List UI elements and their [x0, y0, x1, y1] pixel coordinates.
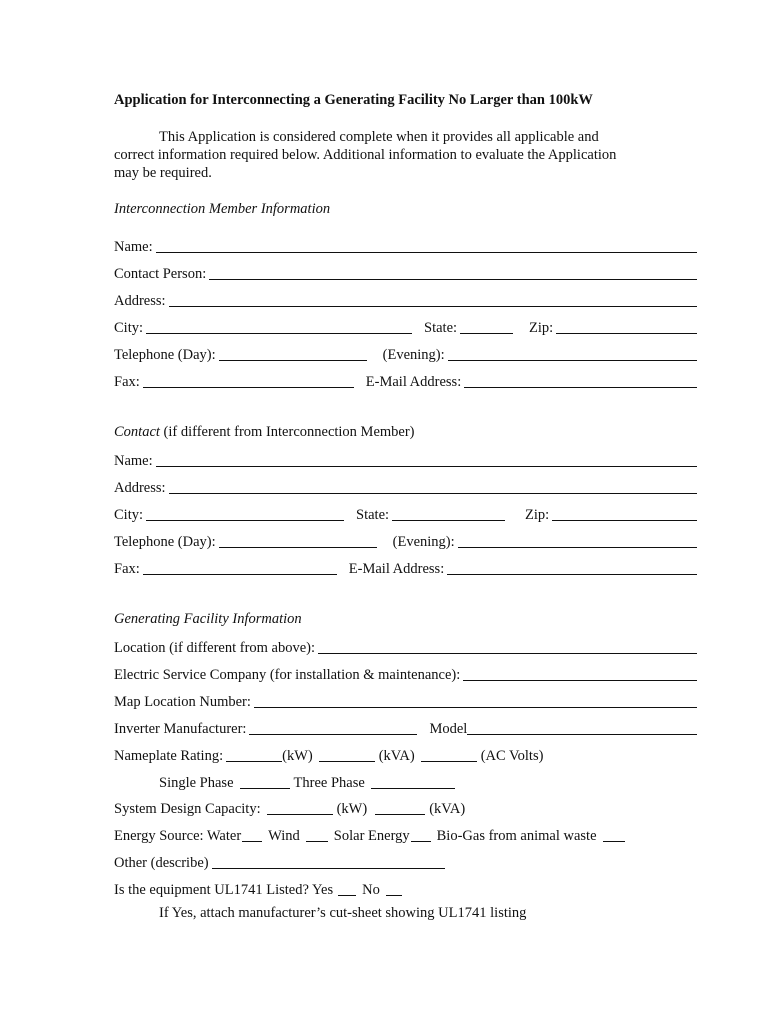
facility-section-heading: Generating Facility Information [114, 611, 302, 627]
facility-biogas-field[interactable] [603, 827, 625, 842]
facility-system-design-label: System Design Capacity: [114, 801, 261, 817]
facility-other-field[interactable] [212, 854, 445, 869]
member-address-row [114, 290, 697, 310]
facility-electric-service-field[interactable] [463, 666, 697, 681]
intro-paragraph [114, 128, 674, 182]
facility-energy-source-label: Energy Source: Water [114, 828, 242, 844]
intro-line-2: correct information required below. Additional information to evaluate the Application [114, 147, 617, 163]
facility-nameplate-kva-field[interactable] [319, 747, 375, 762]
facility-map-location-field[interactable] [254, 693, 697, 708]
contact-name-row [114, 450, 697, 470]
contact-heading-note: (if different from Interconnection Member) [159, 424, 415, 440]
facility-location-row [114, 637, 697, 657]
facility-model-field[interactable] [467, 720, 697, 735]
member-state-label: State: [424, 320, 458, 336]
facility-map-location-label: Map Location Number: [114, 694, 251, 710]
facility-nameplate-kva-unit: (kVA) [378, 748, 415, 764]
facility-three-phase-label: Three Phase [293, 775, 365, 791]
facility-model-label: Model [429, 721, 468, 737]
member-state-field[interactable] [460, 319, 513, 334]
facility-ul-row [114, 879, 402, 899]
contact-state-field[interactable] [392, 506, 505, 521]
facility-phase-row [159, 772, 455, 792]
contact-email-field[interactable] [447, 560, 697, 575]
contact-zip-field[interactable] [552, 506, 697, 521]
facility-wind-field[interactable] [306, 827, 328, 842]
contact-name-label: Name: [114, 453, 153, 469]
facility-ul-no-label: No [362, 882, 380, 898]
facility-location-label: Location (if different from above): [114, 640, 316, 656]
facility-single-phase-field[interactable] [240, 774, 290, 789]
contact-telephone-day-label: Telephone (Day): [114, 534, 216, 550]
member-name-field[interactable] [156, 238, 697, 253]
member-city-label: City: [114, 320, 144, 336]
member-city-row [114, 317, 697, 337]
facility-system-design-row [114, 798, 465, 818]
contact-fax-field[interactable] [143, 560, 337, 575]
facility-system-design-kva-field[interactable] [375, 800, 425, 815]
contact-city-label: City: [114, 507, 144, 523]
member-zip-label: Zip: [529, 320, 554, 336]
contact-zip-label: Zip: [525, 507, 550, 523]
contact-fax-label: Fax: [114, 561, 140, 577]
facility-map-location-row [114, 691, 697, 711]
facility-electric-service-row [114, 664, 697, 684]
contact-email-label: E-Mail Address: [348, 561, 445, 577]
member-fax-row [114, 371, 697, 391]
facility-inverter-row [114, 718, 697, 738]
intro-line-1: This Application is considered complete when it provides all applicable and [159, 129, 599, 145]
contact-address-field[interactable] [169, 479, 697, 494]
facility-location-field[interactable] [318, 639, 697, 654]
contact-telephone-row [114, 531, 697, 551]
member-email-label: E-Mail Address: [365, 374, 462, 390]
page-title: Application for Interconnecting a Generating Facility No Larger than 100kW [114, 92, 593, 108]
member-contact-person-row [114, 263, 697, 283]
facility-wind-label: Wind [268, 828, 300, 844]
member-telephone-day-label: Telephone (Day): [114, 347, 216, 363]
facility-ul-question: Is the equipment UL1741 Listed? Yes [114, 882, 334, 898]
member-fax-field[interactable] [143, 373, 354, 388]
facility-ul-note: If Yes, attach manufacturer’s cut-sheet showing UL1741 listing [159, 905, 527, 921]
member-name-row [114, 236, 697, 256]
facility-solar-field[interactable] [411, 827, 431, 842]
contact-name-field[interactable] [156, 452, 697, 467]
contact-state-label: State: [356, 507, 390, 523]
member-zip-field[interactable] [556, 319, 697, 334]
member-contact-person-label: Contact Person: [114, 266, 207, 282]
facility-other-row [114, 852, 445, 872]
facility-single-phase-label: Single Phase [159, 775, 234, 791]
member-telephone-row [114, 344, 697, 364]
facility-nameplate-label: Nameplate Rating: [114, 748, 224, 764]
facility-nameplate-row [114, 745, 543, 765]
member-city-field[interactable] [146, 319, 412, 334]
facility-ul-no-field[interactable] [386, 881, 402, 896]
facility-solar-label: Solar Energy [333, 828, 410, 844]
facility-inverter-manufacturer-label: Inverter Manufacturer: [114, 721, 247, 737]
contact-heading-italic: Contact [114, 424, 160, 440]
facility-energy-source-row [114, 825, 625, 845]
contact-city-field[interactable] [146, 506, 344, 521]
facility-system-design-kw-field[interactable] [267, 800, 333, 815]
contact-address-label: Address: [114, 480, 166, 496]
member-telephone-day-field[interactable] [219, 346, 367, 361]
member-evening-field[interactable] [448, 346, 697, 361]
contact-telephone-day-field[interactable] [219, 533, 377, 548]
facility-other-label: Other (describe) [114, 855, 209, 871]
contact-address-row [114, 477, 697, 497]
facility-nameplate-volts-unit: (AC Volts) [480, 748, 544, 764]
facility-ul-yes-field[interactable] [338, 881, 356, 896]
member-email-field[interactable] [464, 373, 697, 388]
member-fax-label: Fax: [114, 374, 140, 390]
contact-evening-field[interactable] [458, 533, 697, 548]
member-contact-person-field[interactable] [209, 265, 697, 280]
facility-electric-service-label: Electric Service Company (for installation & maintenance): [114, 667, 461, 683]
member-section-heading: Interconnection Member Information [114, 201, 331, 217]
contact-city-row [114, 504, 697, 524]
facility-inverter-manufacturer-field[interactable] [249, 720, 417, 735]
member-evening-label: (Evening): [382, 347, 445, 363]
facility-water-field[interactable] [242, 827, 262, 842]
facility-nameplate-kw-unit: (kW) [282, 748, 313, 764]
facility-system-design-kw-unit: (kW) [336, 801, 368, 817]
facility-system-design-kva-unit: (kVA) [429, 801, 466, 817]
contact-section-heading [114, 424, 415, 441]
contact-fax-row [114, 558, 697, 578]
member-name-label: Name: [114, 239, 153, 255]
facility-nameplate-kw-field[interactable] [226, 747, 282, 762]
facility-nameplate-volts-field[interactable] [421, 747, 477, 762]
intro-line-3: may be required. [114, 165, 212, 181]
member-address-field[interactable] [169, 292, 697, 307]
facility-three-phase-field[interactable] [371, 774, 455, 789]
member-address-label: Address: [114, 293, 166, 309]
contact-evening-label: (Evening): [392, 534, 455, 550]
facility-biogas-label: Bio-Gas from animal waste [436, 828, 597, 844]
